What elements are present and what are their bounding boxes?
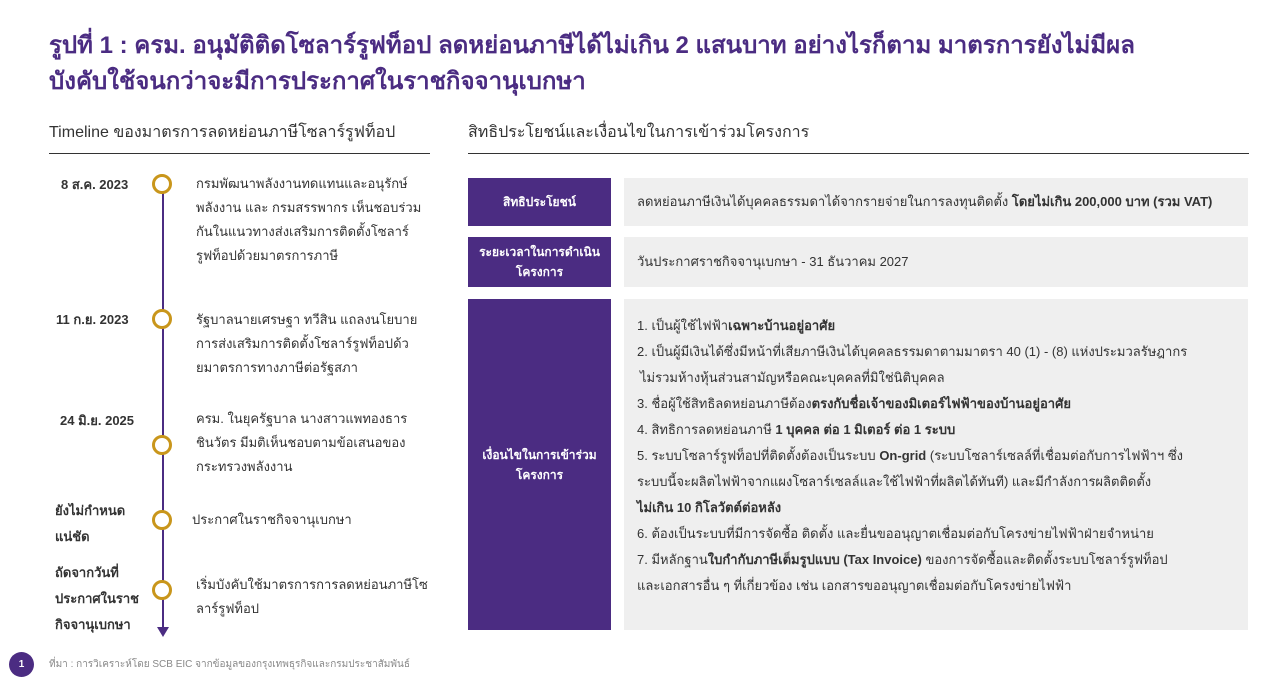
period-value: วันประกาศราชกิจจานุเบกษา - 31 ธันวาคม 2027: [624, 237, 1248, 287]
timeline-dot-1: [152, 174, 172, 194]
timeline-text-3: ครม. ในยุครัฐบาล นางสาวแพทองธาร ชินวัตร มีมติเห็นชอบตามข้อเสนอของกระทรวงพลังงาน: [196, 411, 408, 474]
condition-5-bold: On-grid: [879, 448, 927, 463]
conditions-label-line1: เงื่อนไขในการเข้าร่วม: [482, 447, 597, 462]
page-title: [49, 28, 1229, 100]
condition-item-6: [637, 521, 1248, 547]
condition-2-text: 2. เป็นผู้มีเงินได้ซึ่งมีหน้าที่เสียภาษีเงินได้บุคคลธรรมดาตามมาตรา 40 (1) - (8) แห่งประมวลรัษฎากร: [637, 344, 1188, 359]
condition-5-line2: ระบบนี้จะผลิตไฟฟ้าจากแผงโซลาร์เซลล์และใช้ไฟฟ้าที่ผลิตได้ทันที) และมีกำลังการผลิตติดตั้ง: [637, 474, 1152, 489]
timeline-axis: [162, 178, 164, 630]
benefit-value: [624, 178, 1248, 226]
timeline-text-4: ประกาศในราชกิจจานุเบกษา: [192, 512, 352, 527]
condition-item-7: [637, 547, 1248, 599]
condition-5-line3: ไม่เกิน 10 กิโลวัตต์ต่อหลัง: [637, 500, 782, 515]
conditions-list: [624, 299, 1248, 630]
benefit-text-bold: โดยไม่เกิน 200,000 บาท (รวม VAT): [1011, 194, 1213, 209]
condition-3-bold: ตรงกับชื่อเจ้าของมิเตอร์ไฟฟ้าของบ้านอยู่อาศัย: [811, 396, 1071, 411]
timeline-dot-2: [152, 309, 172, 329]
period-label-line1: ระยะเวลาในการดำเนิน: [479, 245, 600, 259]
timeline-date-2: 11 ก.ย. 2023: [56, 312, 129, 327]
timeline-date-4: [55, 498, 125, 550]
condition-item-3: [637, 391, 1248, 417]
benefit-label: สิทธิประโยชน์: [468, 178, 611, 226]
timeline-date-5: [55, 560, 139, 638]
condition-4-bold: 1 บุคคล ต่อ 1 มิเตอร์ ต่อ 1 ระบบ: [775, 422, 956, 437]
condition-2-line2: ไม่รวมห้างหุ้นส่วนสามัญหรือคณะบุคคลที่มิใช่นิติบุคคล: [640, 370, 945, 385]
timeline-dot-4: [152, 510, 172, 530]
condition-7-text: 7. มีหลักฐาน: [637, 552, 708, 567]
page-number-badge: 1: [9, 652, 34, 677]
condition-5-post: (ระบบโซลาร์เซลล์ที่เชื่อมต่อกับการไฟฟ้าฯ ซึ่ง: [929, 448, 1183, 463]
condition-4-text: 4. สิทธิการลดหย่อนภาษี: [637, 422, 772, 437]
timeline-text-5: เริ่มบังคับใช้มาตรการการลดหย่อนภาษีโซลาร์รูฟท็อป: [196, 577, 428, 616]
condition-item-5: [637, 443, 1248, 521]
timeline-date-4-line1: ยังไม่กำหนด: [55, 503, 126, 518]
condition-6-text: 6. ต้องเป็นระบบที่มีการจัดซื้อ ติดตั้ง และยื่นขออนุญาตเชื่อมต่อกับโครงข่ายไฟฟ้าฝ่ายจำหน่าย: [637, 526, 1154, 541]
condition-7-post: ของการจัดซื้อและติดตั้งระบบโซลาร์รูฟท็อป: [925, 552, 1168, 567]
timeline-dot-5: [152, 580, 172, 600]
timeline-text-1: กรมพัฒนาพลังงานทดแทนและอนุรักษ์พลังงาน และ กรมสรรพากร เห็นชอบร่วมกันในแนวทางส่งเสริมการติดตั้งโซลาร์รูฟท็อปด้วยมาตรการภาษี: [196, 176, 422, 263]
benefit-text: ลดหย่อนภาษีเงินได้บุคคลธรรมดาได้จากรายจ่ายในการลงทุนติดตั้ง: [637, 194, 1009, 209]
page-title-line2: บังคับใช้จนกว่าจะมีการประกาศในราชกิจจานุเบกษา: [49, 68, 586, 95]
timeline-date-1: 8 ส.ค. 2023: [61, 177, 129, 192]
timeline-dot-3: [152, 435, 172, 455]
timeline-date-5-line2: ประกาศในราช: [55, 591, 139, 606]
conditions-label-line2: โครงการ: [515, 467, 564, 482]
condition-5-text: 5. ระบบโซลาร์รูฟท็อปที่ติดตั้งต้องเป็นระบบ: [637, 448, 876, 463]
timeline-date-5-line3: กิจจานุเบกษา: [55, 617, 131, 632]
condition-7-line2: และเอกสารอื่น ๆ ที่เกี่ยวข้อง เช่น เอกสารขออนุญาตเชื่อมต่อกับโครงข่ายไฟฟ้า: [637, 578, 1072, 593]
condition-item-2: [637, 339, 1248, 391]
condition-1-bold: เฉพาะบ้านอยู่อาศัย: [728, 318, 836, 333]
condition-item-1: [637, 313, 1248, 339]
source-note: ที่มา : การวิเคราะห์โดย SCB EIC จากข้อมูลของกรุงเทพธุรกิจและกรมประชาสัมพันธ์: [49, 659, 410, 670]
condition-1-text: 1. เป็นผู้ใช้ไฟฟ้า: [637, 318, 729, 333]
period-label: [468, 237, 611, 287]
conditions-label: [468, 299, 611, 630]
condition-3-text: 3. ชื่อผู้ใช้สิทธิลดหย่อนภาษีต้อง: [637, 396, 812, 411]
timeline-date-3: 24 มิ.ย. 2025: [60, 413, 135, 428]
timeline-heading: Timeline ของมาตรการลดหย่อนภาษีโซลาร์รูฟท็อป: [49, 120, 430, 154]
condition-7-bold: ใบกำกับภาษีเต็มรูปแบบ (Tax Invoice): [707, 552, 922, 567]
benefits-heading: สิทธิประโยชน์และเงื่อนไขในการเข้าร่วมโครงการ: [468, 120, 1249, 154]
timeline-date-4-line2: แน่ชัด: [55, 529, 90, 544]
timeline-date-5-line1: ถัดจากวันที่: [55, 565, 119, 580]
timeline-arrow-icon: [157, 627, 169, 637]
page-title-line1: รูปที่ 1 : ครม. อนุมัติติดโซลาร์รูฟท็อป ลดหย่อนภาษีได้ไม่เกิน 2 แสนบาท อย่างไรก็ตาม มาตรการยังไม่มีผล: [49, 32, 1135, 59]
condition-item-4: [637, 417, 1248, 443]
period-label-line2: โครงการ: [515, 265, 564, 279]
timeline-text-2: รัฐบาลนายเศรษฐา ทวีสิน แถลงนโยบายการส่งเสริมการติดตั้งโซลาร์รูฟท็อปด้วยมาตรการทางภาษีต่อรัฐสภา: [196, 312, 418, 375]
